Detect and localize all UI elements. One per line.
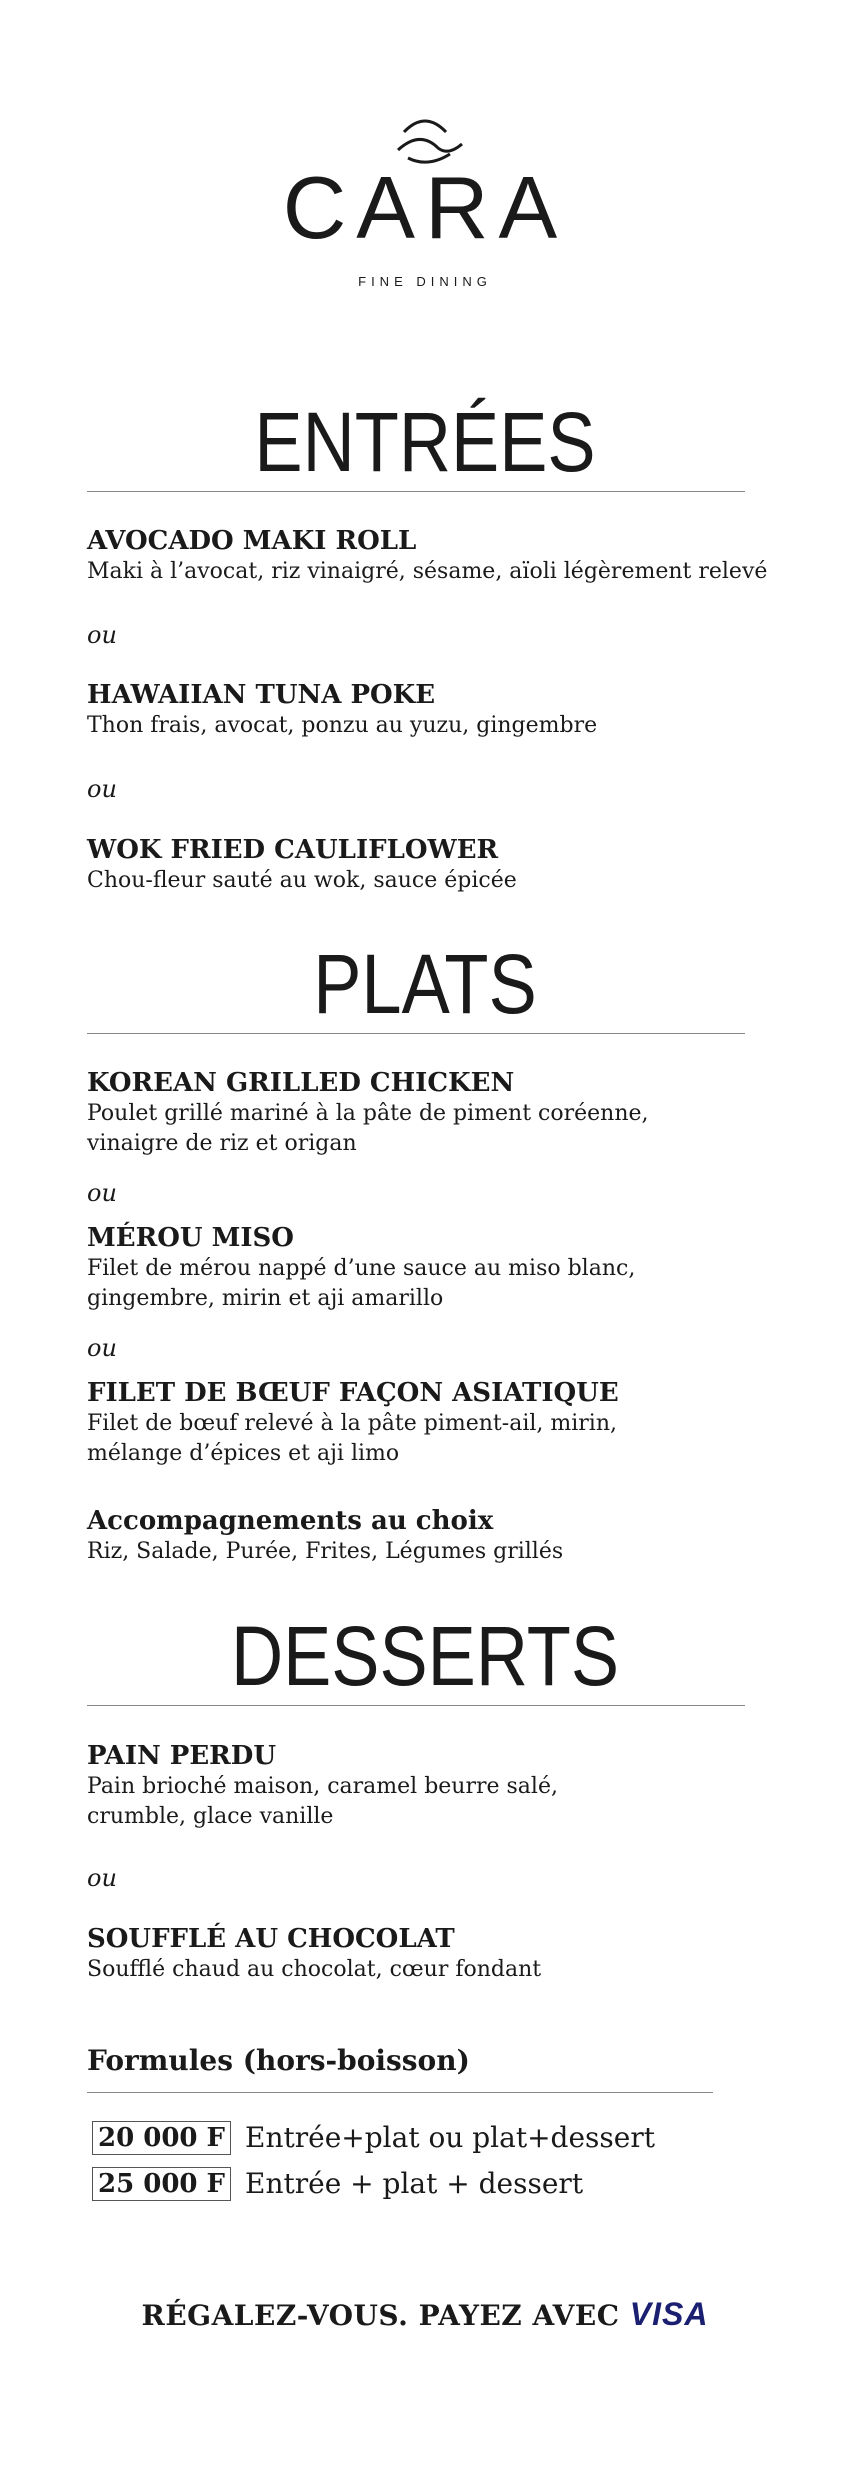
formule-price: 25 000 F xyxy=(92,2167,231,2201)
visa-logo: VISA xyxy=(629,2296,709,2332)
menu-item xyxy=(87,1740,787,1832)
menu-item xyxy=(87,1067,787,1159)
formule-label: Entrée + plat + dessert xyxy=(245,2167,584,2200)
item-name: SOUFFLÉ AU CHOCOLAT xyxy=(87,1924,455,1954)
or-separator: ou xyxy=(87,621,117,649)
menu-item xyxy=(87,525,787,587)
section-divider xyxy=(87,1705,745,1706)
sides-block xyxy=(87,1505,787,1567)
menu-item xyxy=(87,1222,787,1314)
section-title-desserts: DESSERTS xyxy=(230,1609,620,1703)
item-name: AVOCADO MAKI ROLL xyxy=(87,526,417,556)
section-divider xyxy=(87,1033,745,1034)
item-description: Thon frais, avocat, ponzu au yuzu, gingembre xyxy=(87,713,598,738)
item-name: WOK FRIED CAULIFLOWER xyxy=(87,835,499,865)
section-divider xyxy=(87,491,745,492)
item-description: Soufflé chaud au chocolat, cœur fondant xyxy=(87,1957,542,1982)
menu-item xyxy=(87,834,787,896)
logo-wordmark: CARA xyxy=(282,158,568,257)
menu-item xyxy=(87,679,787,741)
item-description: Pain brioché maison, caramel beurre salé, xyxy=(87,1774,558,1799)
sides-title: Accompagnements au choix xyxy=(87,1506,494,1536)
formule-price: 20 000 F xyxy=(92,2121,231,2155)
item-name: PAIN PERDU xyxy=(87,1741,277,1771)
item-name: HAWAIIAN TUNA POKE xyxy=(87,680,436,710)
or-separator: ou xyxy=(87,775,117,803)
item-description: Maki à l’avocat, riz vinaigré, sésame, aïoli légèrement relevé xyxy=(87,559,768,584)
or-separator: ou xyxy=(87,1179,117,1207)
item-description: mélange d’épices et aji limo xyxy=(87,1441,400,1466)
sides-description: Riz, Salade, Purée, Frites, Légumes grillés xyxy=(87,1539,564,1564)
section-title-entrees: ENTRÉES xyxy=(254,395,596,489)
item-description: Filet de mérou nappé d’une sauce au miso blanc, xyxy=(87,1256,636,1281)
item-name: MÉROU MISO xyxy=(87,1223,294,1253)
item-name: FILET DE BŒUF FAÇON ASIATIQUE xyxy=(87,1378,619,1408)
item-description: Filet de bœuf relevé à la pâte piment-ail, mirin, xyxy=(87,1411,617,1436)
item-description: Chou-fleur sauté au wok, sauce épicée xyxy=(87,868,517,893)
formule-row xyxy=(92,2167,583,2201)
menu-item xyxy=(87,1923,787,1985)
formules-divider xyxy=(87,2092,713,2093)
section-title-plats: PLATS xyxy=(313,937,537,1031)
item-description: Poulet grillé mariné à la pâte de piment coréenne, xyxy=(87,1101,649,1126)
item-description: crumble, glace vanille xyxy=(87,1804,334,1829)
or-separator: ou xyxy=(87,1864,117,1892)
logo xyxy=(0,110,850,289)
or-separator: ou xyxy=(87,1334,117,1362)
item-description: gingembre, mirin et aji amarillo xyxy=(87,1286,444,1311)
logo-tagline: FINE DINING xyxy=(358,274,492,289)
formules-title: Formules (hors-boisson) xyxy=(87,2044,470,2077)
menu-item xyxy=(87,1377,787,1469)
formule-row xyxy=(92,2121,655,2155)
item-description: vinaigre de riz et origan xyxy=(87,1131,357,1156)
formule-label: Entrée+plat ou plat+dessert xyxy=(245,2121,655,2154)
footer-text: RÉGALEZ-VOUS. PAYEZ AVEC xyxy=(141,2299,620,2332)
item-name: KOREAN GRILLED CHICKEN xyxy=(87,1068,515,1098)
payment-footer xyxy=(0,2296,850,2333)
